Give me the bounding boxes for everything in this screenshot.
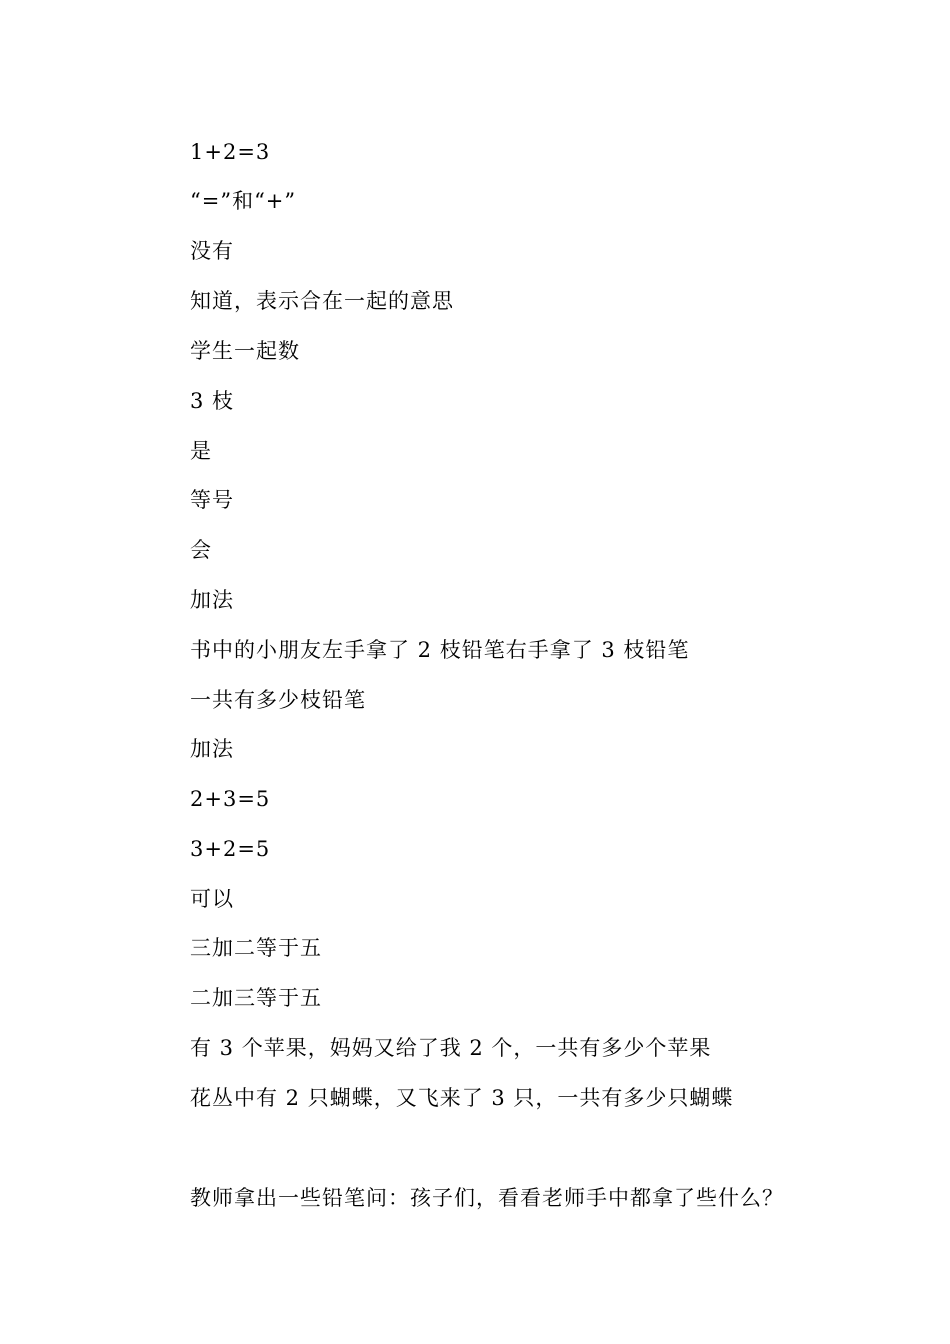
answer-line-9: 会 bbox=[190, 538, 212, 562]
answer-line-17: 三加二等于五 bbox=[190, 936, 322, 960]
answer-line-7: 是 bbox=[190, 439, 212, 463]
answer-line-15: 3+2=5 bbox=[190, 837, 271, 861]
answer-line-3: 没有 bbox=[190, 239, 234, 263]
answer-line-4: 知道，表示合在一起的意思 bbox=[190, 289, 454, 313]
teacher-prompt: 教师拿出一些铅笔问：孩子们，看看老师手中都拿了些什么？ bbox=[190, 1186, 784, 1210]
answer-line-16: 可以 bbox=[190, 887, 234, 911]
answer-line-19: 有 3 个苹果，妈妈又给了我 2 个，一共有多少个苹果 bbox=[190, 1036, 712, 1060]
answer-line-8: 等号 bbox=[190, 488, 234, 512]
answer-line-20: 花丛中有 2 只蝴蝶，又飞来了 3 只，一共有多少只蝴蝶 bbox=[190, 1086, 734, 1110]
answer-line-14: 2+3=5 bbox=[190, 787, 271, 811]
answer-line-18: 二加三等于五 bbox=[190, 986, 322, 1010]
answer-line-2: “=”和“+” bbox=[190, 189, 297, 213]
answer-line-1: 1+2=3 bbox=[190, 140, 271, 164]
answer-line-6: 3 枝 bbox=[190, 389, 235, 413]
answer-line-5: 学生一起数 bbox=[190, 339, 300, 363]
answer-line-11: 书中的小朋友左手拿了 2 枝铅笔右手拿了 3 枝铅笔 bbox=[190, 638, 690, 662]
answer-line-12: 一共有多少枝铅笔 bbox=[190, 688, 366, 712]
answer-line-10: 加法 bbox=[190, 588, 234, 612]
answer-line-13: 加法 bbox=[190, 737, 234, 761]
